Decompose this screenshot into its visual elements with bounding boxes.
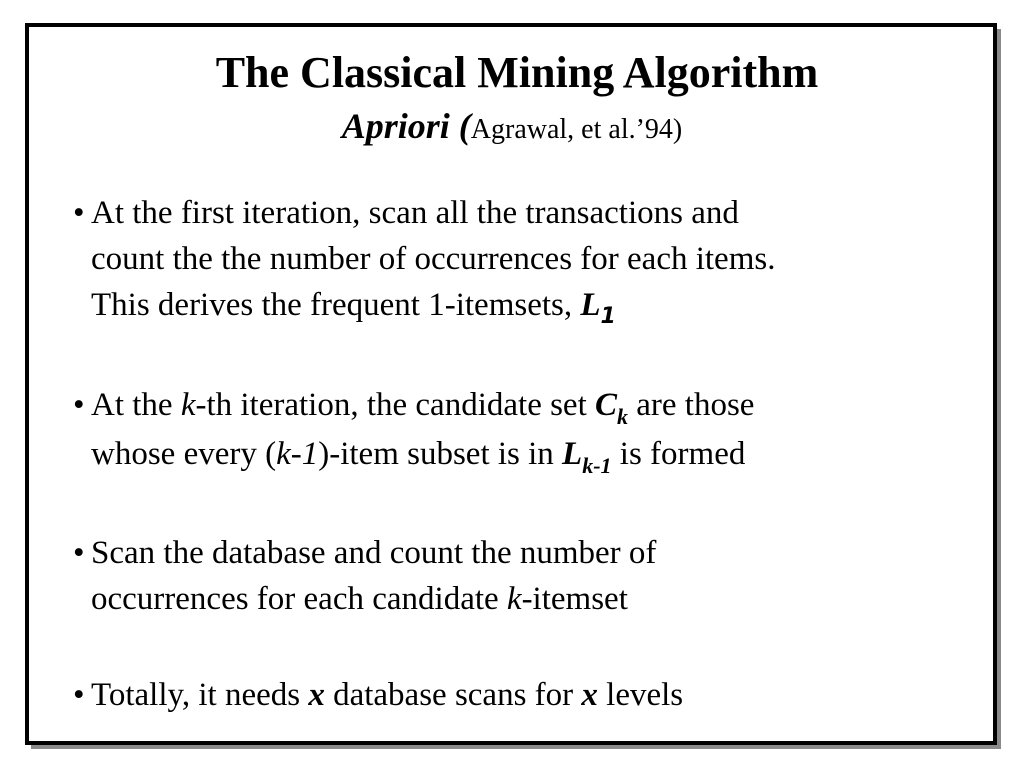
symbol-subscript: k-1 <box>582 453 612 478</box>
bullet-line: At the first iteration, scan all the transactions and <box>91 195 739 231</box>
variable-x: x <box>308 677 325 713</box>
bullet-text: -itemset <box>521 581 628 617</box>
bullet-text: -th iteration, the candidate set <box>195 387 595 423</box>
symbol-l: L <box>562 436 583 472</box>
slide-title: The Classical Mining Algorithm <box>215 48 819 97</box>
variable-k: k <box>180 387 196 423</box>
bullet-marker: • <box>73 535 85 571</box>
variable-k-minus-1: k-1 <box>276 436 319 472</box>
symbol-subscript: 1 <box>600 304 616 329</box>
bullet-text: levels <box>597 677 684 713</box>
bullet-item-kth-iteration <box>73 382 973 480</box>
bullet-list <box>73 190 973 768</box>
bullet-line <box>91 576 973 622</box>
symbol-l: L <box>580 287 601 323</box>
bullet-text: )-item subset is in <box>318 436 563 472</box>
bullet-text: is formed <box>611 436 746 472</box>
bullet-line <box>91 282 973 332</box>
citation: Agrawal, et al.’94) <box>470 114 683 145</box>
bullet-text: whose every ( <box>91 436 277 472</box>
bullet-item-first-iteration <box>73 190 973 332</box>
bullet-line <box>91 382 973 431</box>
bullet-item-total-scans <box>73 672 973 718</box>
bullet-text: occurrences for each candidate <box>91 581 507 617</box>
variable-x: x <box>581 677 598 713</box>
slide-subtitle <box>0 106 1024 150</box>
bullet-item-scan-database <box>73 530 973 622</box>
bullet-text: Totally, it needs <box>91 677 309 713</box>
bullet-marker: • <box>73 195 85 231</box>
bullet-line <box>91 672 973 718</box>
bullet-line: Scan the database and count the number of <box>91 535 657 571</box>
bullet-line: count the the number of occurrences for each items. <box>91 241 776 277</box>
symbol-subscript: k <box>617 404 629 429</box>
bullet-text: database scans for <box>324 677 582 713</box>
bullet-text: At the <box>91 387 181 423</box>
bullet-text: This derives the frequent 1-itemsets, <box>91 287 581 323</box>
bullet-marker: • <box>73 387 85 423</box>
bullet-marker: • <box>73 677 85 713</box>
variable-k: k <box>506 581 522 617</box>
symbol-c: C <box>595 387 618 423</box>
bullet-text: are those <box>628 387 755 423</box>
algorithm-name: Apriori ( <box>341 106 471 146</box>
bullet-line <box>91 431 973 480</box>
